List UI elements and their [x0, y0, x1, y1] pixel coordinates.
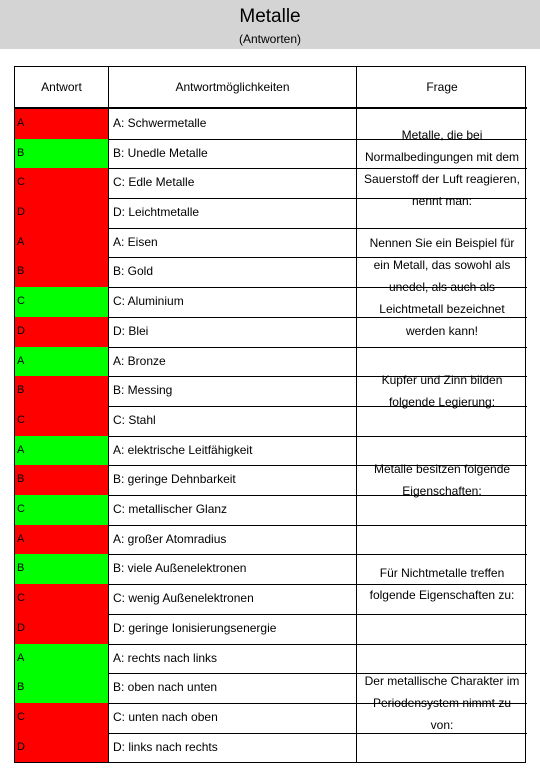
question-cell: Nennen Sie ein Beispiel für ein Metall, das sowohl als unedel, als auch als Leichtmetall bezeichnet werden kann! — [369, 236, 515, 339]
answer-letter-cell: D — [15, 733, 109, 763]
answer-option-cell: B: Messing — [109, 376, 357, 406]
answer-option-cell: B: oben nach unten — [109, 673, 357, 703]
question-cell: Für Nichtmetalle treffen folgende Eigenschaften zu: — [369, 566, 515, 603]
answer-option-cell: A: Schwermetalle — [109, 109, 357, 139]
answer-letter-cell: A — [15, 644, 109, 674]
answer-option-cell: C: Aluminium — [109, 287, 357, 317]
answer-letter-cell: B — [15, 673, 109, 703]
answer-option-cell: C: unten nach oben — [109, 703, 357, 733]
answer-letter-cell: A — [15, 525, 109, 555]
answer-option-cell: C: Edle Metalle — [109, 168, 357, 198]
answer-letter-cell: B — [15, 139, 109, 169]
answer-option-cell: A: rechts nach links — [109, 644, 357, 674]
answer-option-cell: A: großer Atomradius — [109, 525, 357, 555]
header — [0, 0, 540, 49]
answer-letter-cell: C — [15, 406, 109, 436]
answer-letter-cell: C — [15, 584, 109, 614]
question-block — [15, 644, 527, 763]
question-block — [15, 228, 527, 347]
answer-option-cell: C: Stahl — [109, 406, 357, 436]
answer-option-cell: B: viele Außenelektronen — [109, 554, 357, 584]
answer-letter-cell: A — [15, 436, 109, 466]
answer-option-cell: A: Eisen — [109, 228, 357, 258]
answer-letter-cell: A — [15, 228, 109, 258]
answer-letter-cell: D — [15, 614, 109, 644]
column-header-moeglichkeiten: Antwortmöglichkeiten — [109, 67, 357, 109]
answer-letter-cell: C — [15, 168, 109, 198]
question-cell: Der metallische Charakter im Periodensystem nimmt zu von: — [364, 673, 520, 732]
answer-letter-cell: D — [15, 317, 109, 347]
question-cell: Metalle, die bei Normalbedingungen mit dem Sauerstoff der Luft reagieren, nennt man: — [364, 128, 520, 209]
answer-letter-cell: D — [15, 198, 109, 228]
answer-letter-cell: A — [15, 347, 109, 377]
answer-option-cell: B: Unedle Metalle — [109, 139, 357, 169]
column-header-frage: Frage — [357, 67, 527, 109]
answer-letter-cell: C — [15, 495, 109, 525]
question-block — [15, 109, 527, 228]
question-block — [15, 347, 527, 436]
page-subtitle: (Antworten) — [238, 32, 302, 46]
answer-option-cell: C: wenig Außenelektronen — [109, 584, 357, 614]
question-cell: Metalle besitzen folgende Eigenschaften: — [373, 462, 511, 499]
answer-option-cell: C: metallischer Glanz — [109, 495, 357, 525]
question-block — [15, 436, 527, 525]
answer-letter-cell: B — [15, 376, 109, 406]
quiz-table — [14, 66, 526, 763]
answer-letter-cell: A — [15, 109, 109, 139]
answer-option-cell: A: Bronze — [109, 347, 357, 377]
answer-option-cell: A: elektrische Leitfähigkeit — [109, 436, 357, 466]
answer-option-cell: D: geringe Ionisierungsenergie — [109, 614, 357, 644]
answer-option-cell: B: Gold — [109, 257, 357, 287]
answer-option-cell: D: Blei — [109, 317, 357, 347]
answer-option-cell: D: links nach rechts — [109, 733, 357, 763]
question-cell: Kupfer und Zinn bilden folgende Legierung: — [381, 373, 503, 410]
answer-option-cell: D: Leichtmetalle — [109, 198, 357, 228]
answer-letter-cell: C — [15, 287, 109, 317]
column-header-antwort: Antwort — [15, 67, 109, 109]
page-title: Metalle — [239, 6, 301, 27]
answer-letter-cell: C — [15, 703, 109, 733]
answer-letter-cell: B — [15, 554, 109, 584]
answer-letter-cell: B — [15, 257, 109, 287]
answer-letter-cell: B — [15, 465, 109, 495]
answer-option-cell: B: geringe Dehnbarkeit — [109, 465, 357, 495]
question-block — [15, 525, 527, 644]
